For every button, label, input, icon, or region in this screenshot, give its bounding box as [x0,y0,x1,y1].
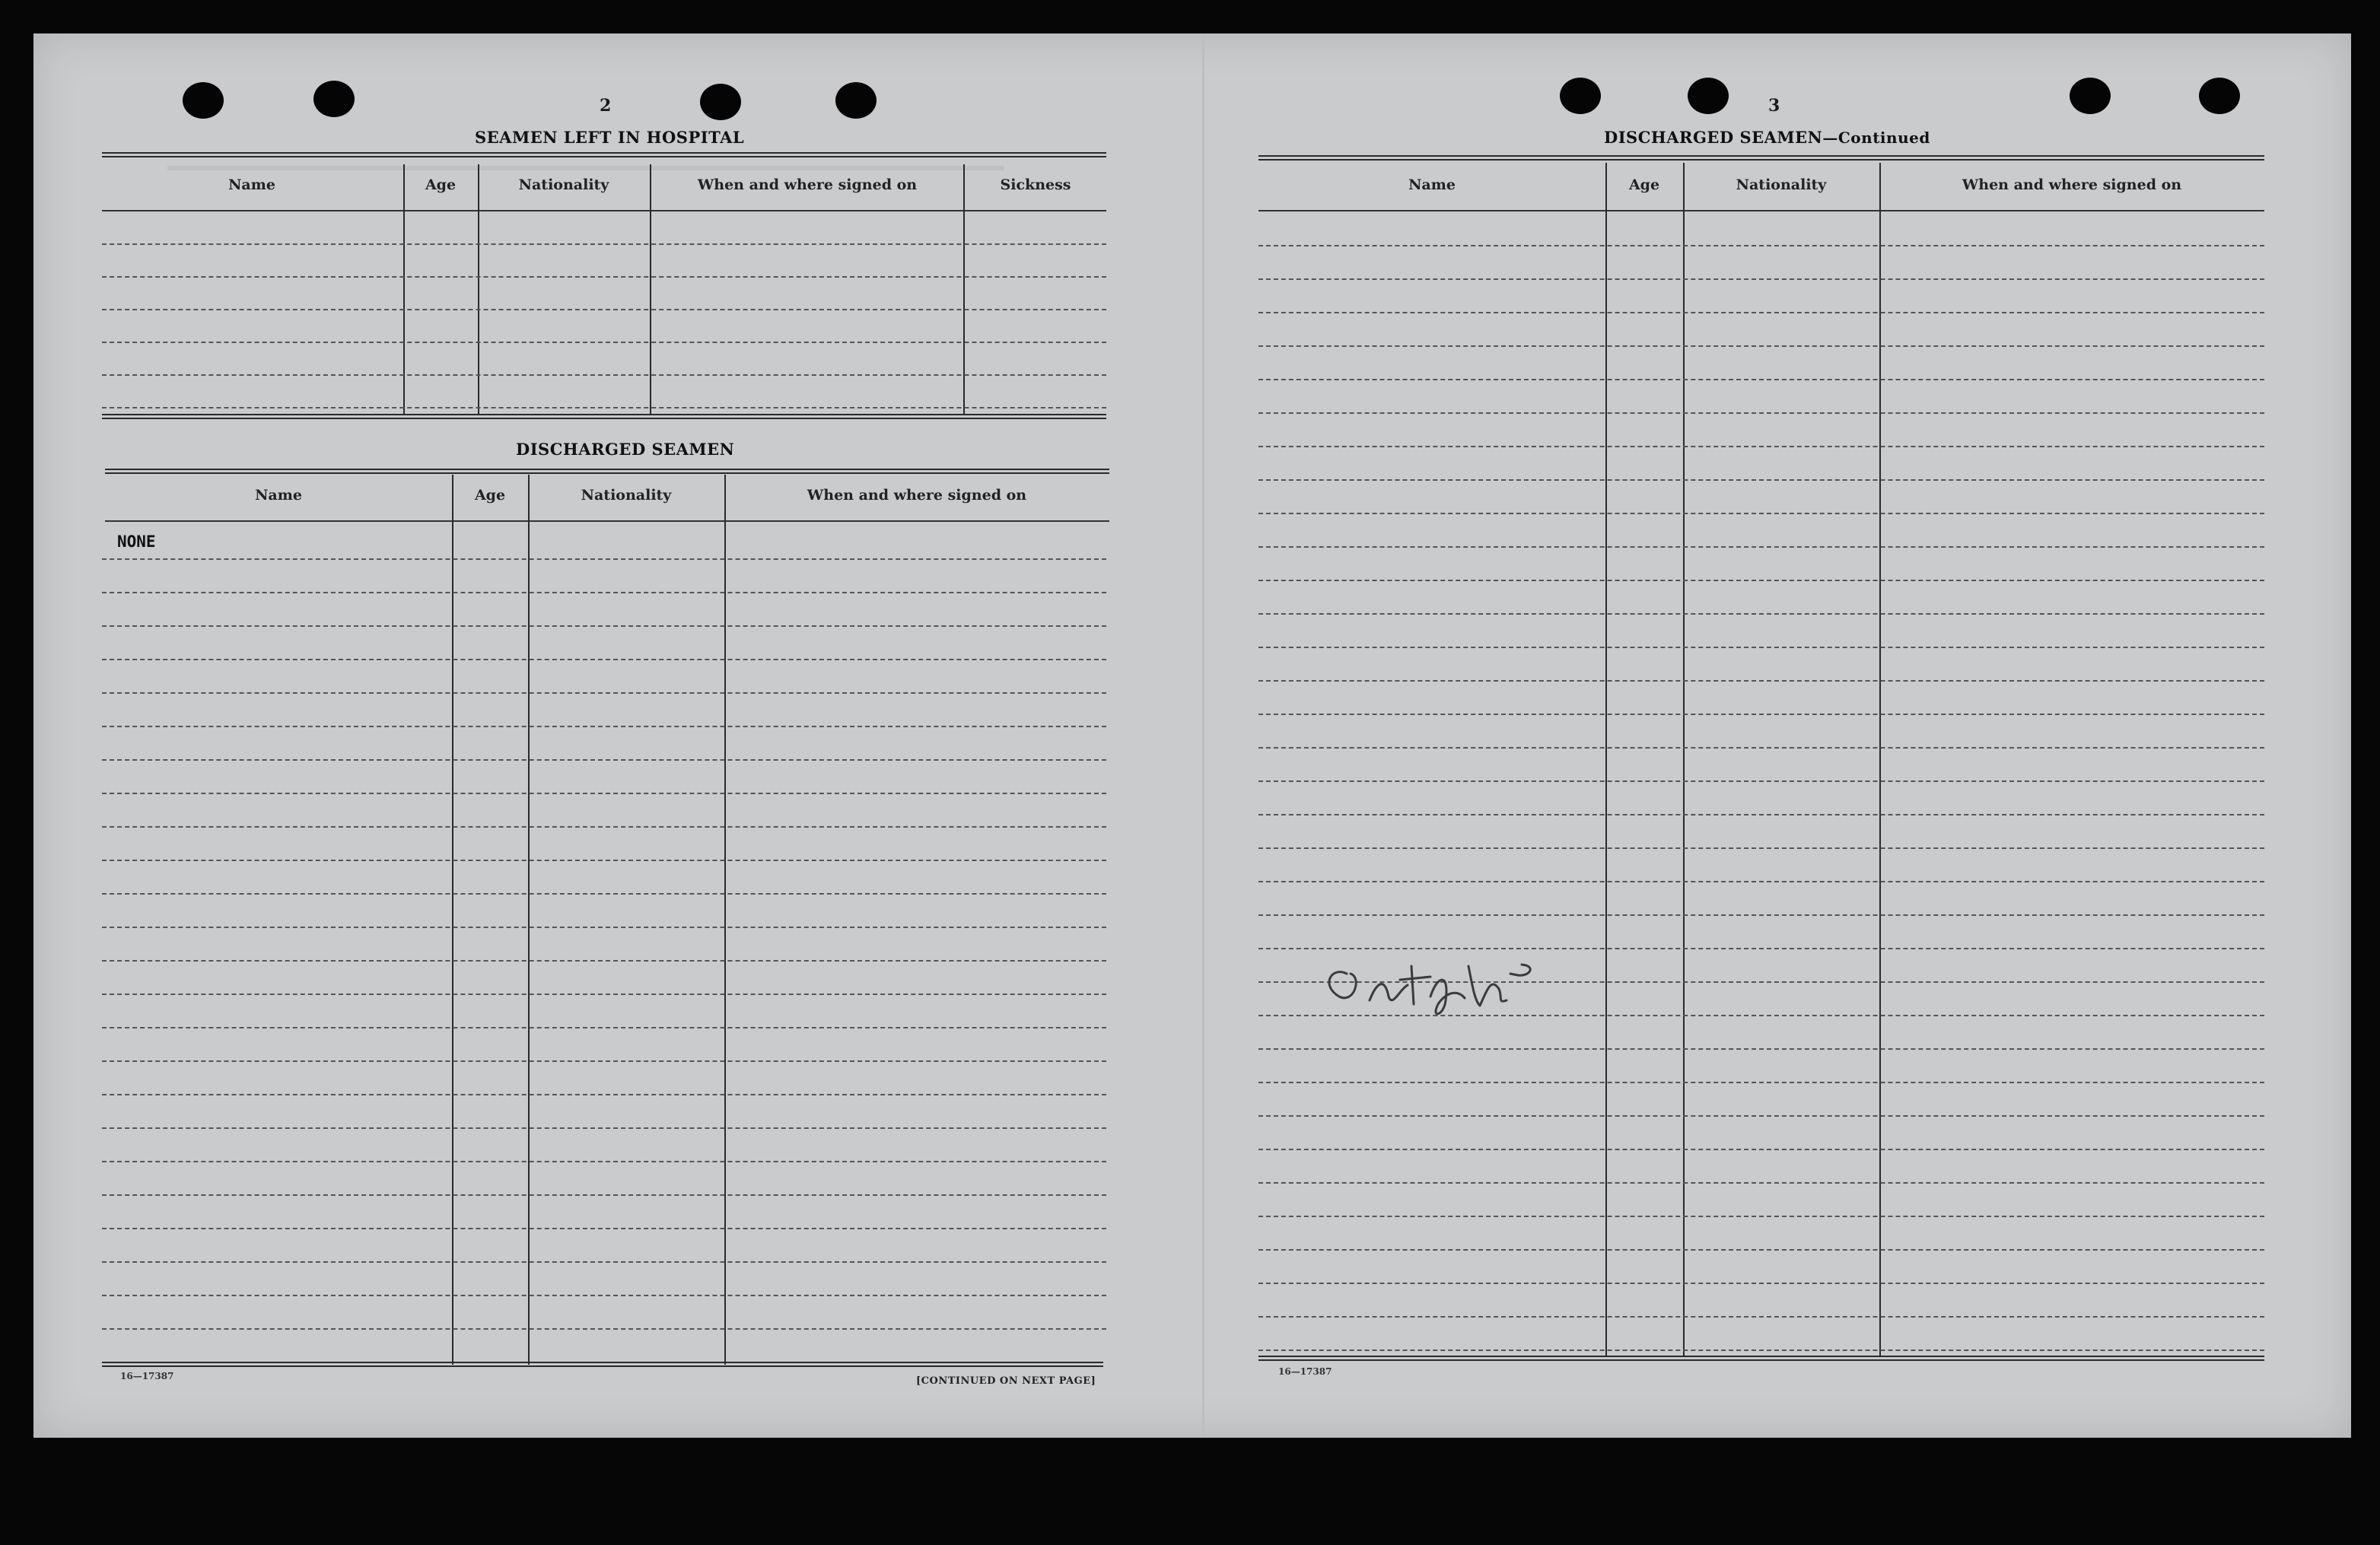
ruled-row-line [1258,1283,2264,1284]
ruled-row-line [1258,1216,2264,1217]
ruled-row-line [102,692,1106,694]
ruled-row-line [102,592,1106,593]
ruled-row-line [102,1261,1106,1263]
column-divider [963,164,965,415]
column-divider [650,164,651,415]
ruled-row-line [102,625,1106,627]
col-header-nationality: Nationality [581,487,672,504]
punch-hole [1688,78,1729,114]
column-divider [1879,163,1881,1357]
ruled-row-line [1258,1048,2264,1050]
ruled-row-line [102,1094,1106,1095]
col-header-name: Name [255,487,302,504]
col-header-age: Age [474,487,506,504]
ruled-row-line [102,1295,1106,1296]
column-divider [528,475,530,1365]
ruled-row-line [1258,546,2264,548]
column-divider [478,164,479,415]
ruled-row-line [1258,1349,2264,1351]
ruled-row-line [102,1228,1106,1229]
col-header-name: Name [1408,176,1456,193]
header-rule [102,152,1106,157]
page-fold [1202,33,1204,1438]
header-rule [1258,155,2264,161]
col-header-sickness: Sickness [1000,176,1071,193]
column-divider [452,475,453,1365]
discharged-continued-title [1604,128,1930,147]
ruled-row-line [1258,1316,2264,1318]
ruled-row-line [102,726,1106,727]
col-header-nationality: Nationality [518,176,609,193]
ruled-row-line [102,927,1106,928]
ruled-row-line [102,558,1106,560]
title-text: DISCHARGED SEAMEN [1604,128,1823,147]
column-header-rule [1258,210,2264,211]
ruled-row-line [1258,1182,2264,1184]
ruled-row-line [102,993,1106,995]
column-divider [1683,163,1685,1357]
ruled-row-line [102,342,1106,343]
page-number: 2 [600,96,612,116]
ruled-row-line [102,276,1106,278]
column-divider [724,475,726,1365]
ruled-row-line [1258,881,2264,882]
ruled-row-line [1258,513,2264,514]
ruled-row-line [102,860,1106,861]
ruled-row-line [102,893,1106,895]
ruled-row-line [1258,245,2264,246]
ruled-row-line [1258,613,2264,615]
handwritten-signature [1316,943,1545,1035]
discharged-section-title: DISCHARGED SEAMEN [516,440,735,459]
ruled-row-line [1258,479,2264,481]
ruled-row-line [102,793,1106,794]
col-header-signed-on: When and where signed on [807,487,1027,504]
ruled-row-line [1258,412,2264,414]
page-number: 3 [1768,96,1780,116]
ruled-row-line [1258,1249,2264,1251]
col-header-age: Age [425,176,457,193]
column-divider [1605,163,1607,1357]
ruled-row-line [1258,680,2264,682]
ruled-row-line [1258,780,2264,782]
form-number: 16—17387 [120,1371,174,1381]
ruled-row-line [102,1060,1106,1062]
punch-hole [183,82,224,119]
col-header-signed-on: When and where signed on [1962,176,2182,193]
punch-hole [2199,78,2240,114]
column-header-rule [105,520,1109,522]
section-end-rule [1258,1356,2264,1361]
ruled-row-line [1258,446,2264,447]
ruled-row-line [1258,1082,2264,1083]
ruled-row-line [102,826,1106,828]
ruled-row-line [102,960,1106,962]
ruled-row-line [1258,580,2264,581]
continued-note: [CONTINUED ON NEXT PAGE] [916,1375,1096,1387]
punch-hole [700,84,741,120]
punch-hole [835,82,877,119]
col-header-age: Age [1628,176,1660,193]
ruled-row-line [102,659,1106,660]
form-number: 16—17387 [1278,1366,1332,1377]
ruled-row-line [1258,278,2264,280]
ruled-row-line [102,1328,1106,1330]
ruled-row-line [1258,345,2264,347]
ruled-row-line [102,374,1106,376]
ruled-row-line [1258,814,2264,815]
col-header-name: Name [228,176,275,193]
ruled-row-line [1258,647,2264,648]
ruled-row-line [1258,1149,2264,1150]
ruled-row-line [1258,379,2264,380]
ruled-row-line [1258,847,2264,849]
punch-hole [1560,78,1601,114]
ruled-row-line [102,1161,1106,1162]
title-suffix: —Continued [1822,129,1930,147]
ruled-row-line [102,1027,1106,1028]
col-header-signed-on: When and where signed on [697,176,918,193]
ruled-row-line [1258,914,2264,916]
ruled-row-line [102,1127,1106,1129]
ruled-row-line [1258,714,2264,715]
col-header-nationality: Nationality [1736,176,1827,193]
hospital-section-title: SEAMEN LEFT IN HOSPITAL [475,128,745,147]
ruled-row-line [1258,747,2264,749]
header-rule [105,469,1109,474]
punch-hole [2070,78,2111,114]
ruled-row-line [102,407,1106,409]
column-header-rule [102,210,1106,211]
punch-hole [313,81,355,117]
column-divider [403,164,405,415]
ruled-row-line [1258,312,2264,313]
ruled-row-line [102,243,1106,245]
ruled-row-line [1258,1115,2264,1117]
entry-none: NONE [117,532,156,551]
section-end-rule [102,414,1106,419]
section-end-rule [102,1362,1103,1367]
ruled-row-line [102,1194,1106,1196]
ruled-row-line [102,309,1106,310]
ruled-row-line [102,759,1106,761]
